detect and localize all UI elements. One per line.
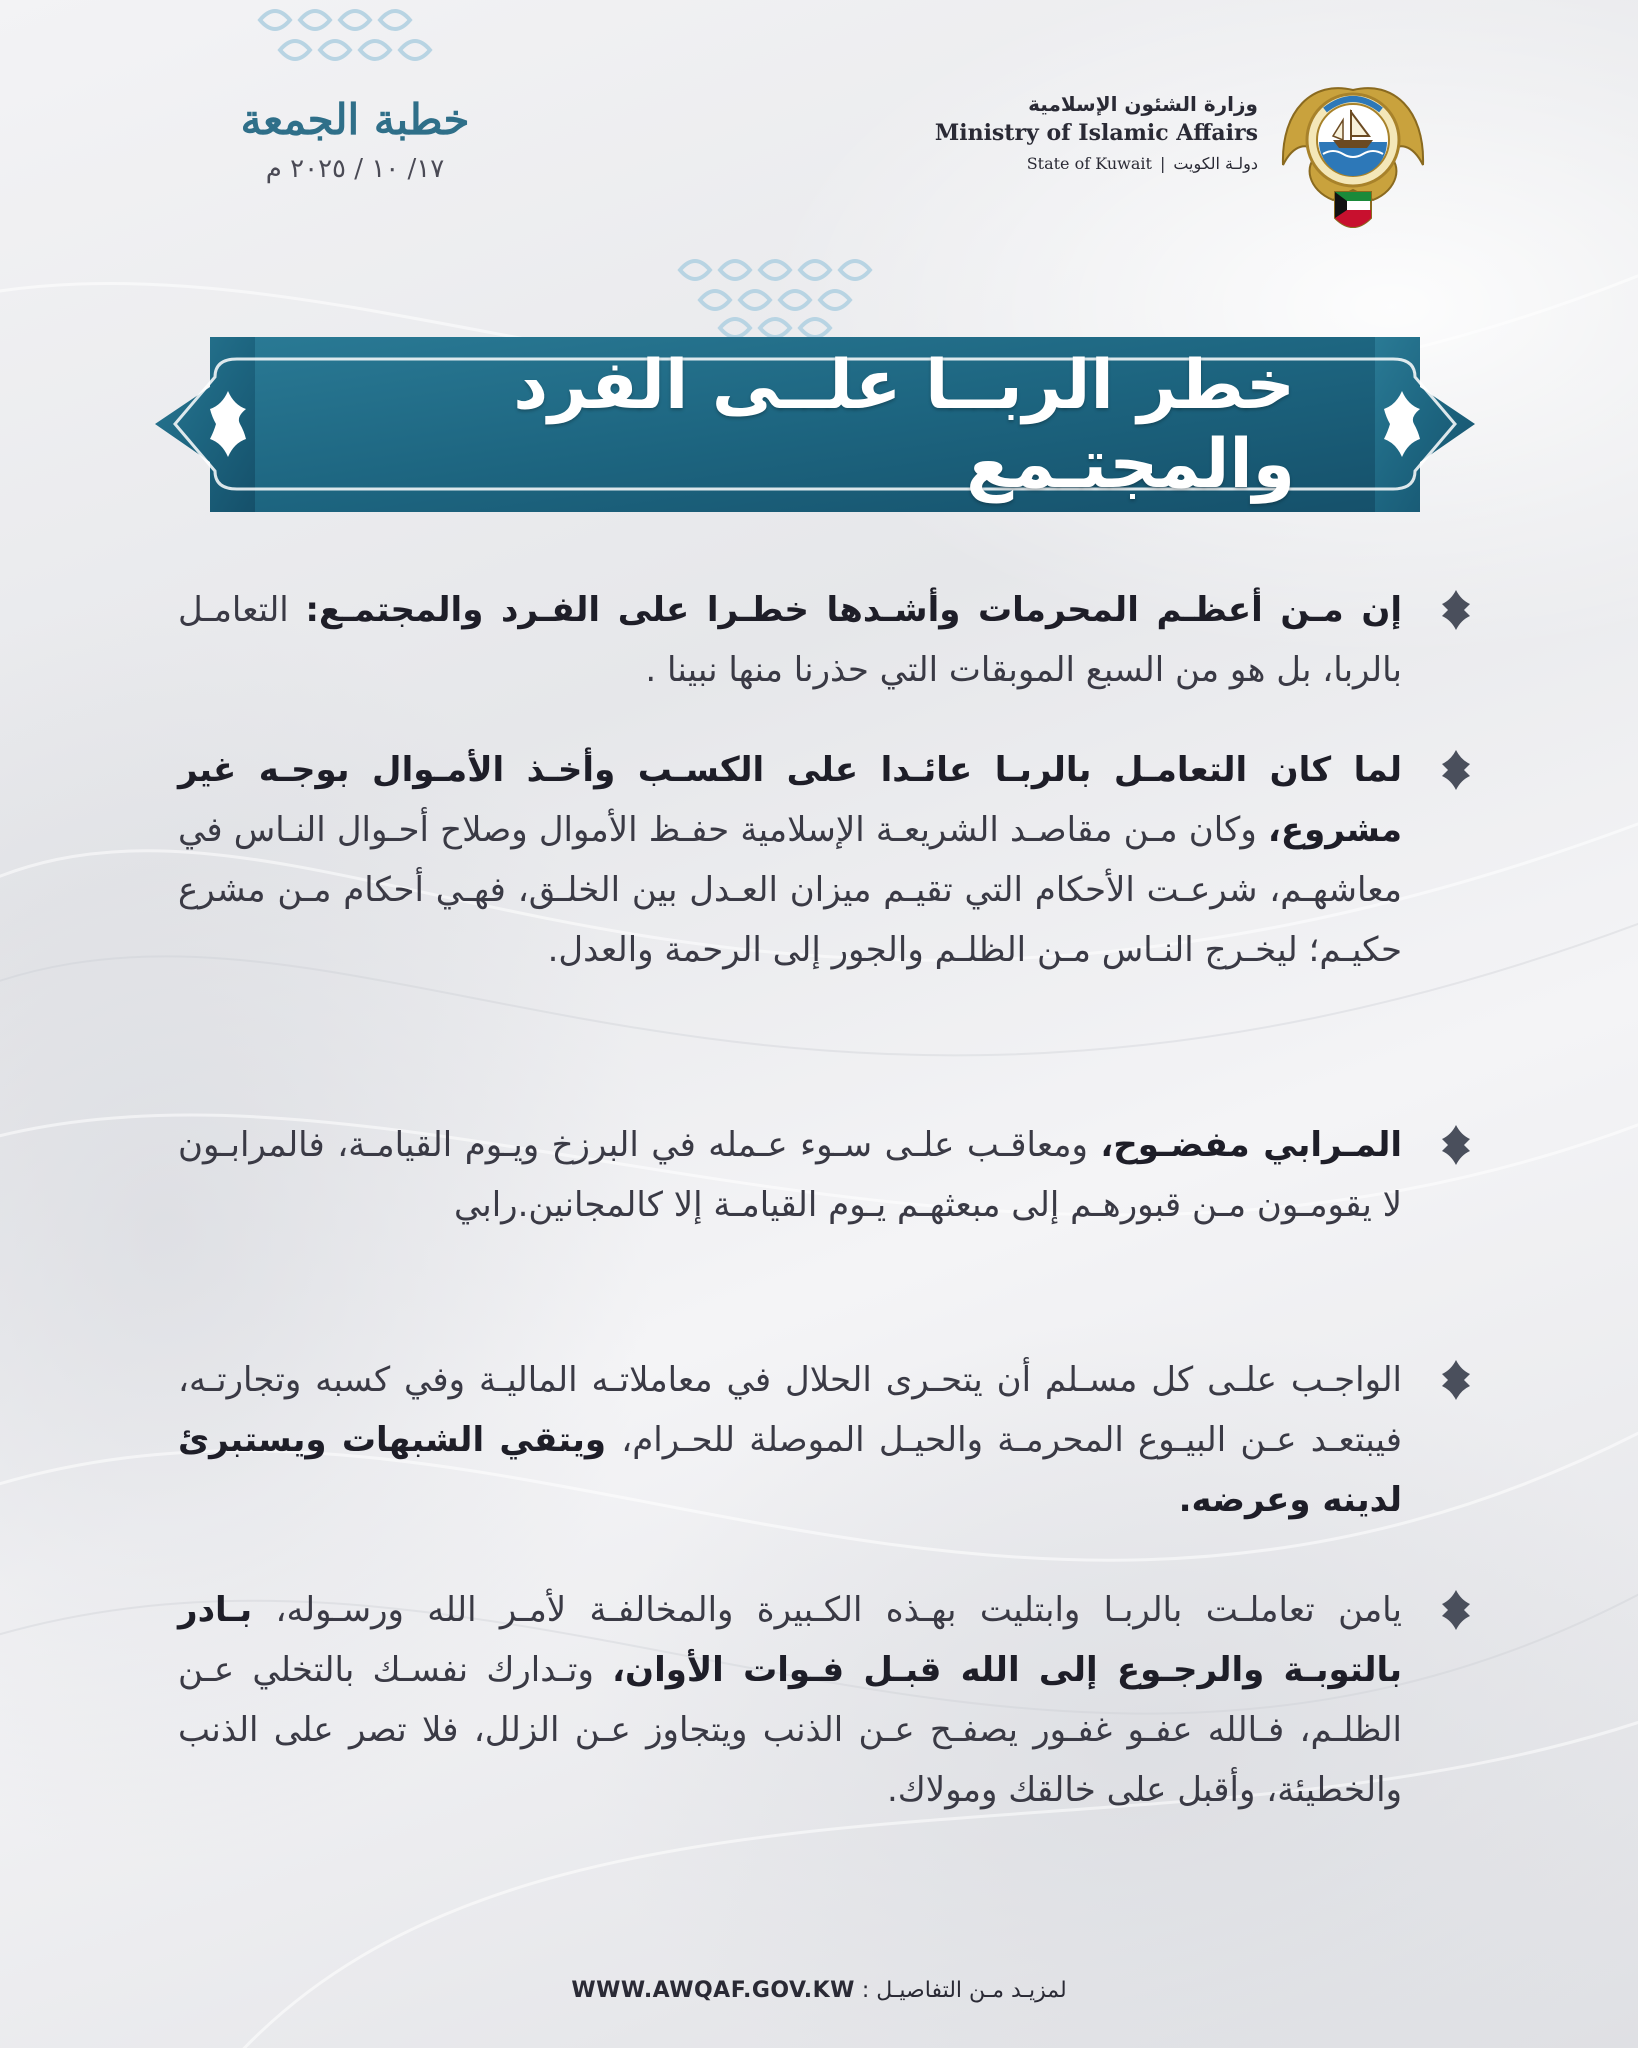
state-separator: | bbox=[1159, 154, 1166, 173]
point-3-text bbox=[178, 1115, 1402, 1235]
footer-label: لمزيـد مـن التفاصيـل : bbox=[861, 1978, 1067, 2003]
kuwait-emblem-icon bbox=[1273, 70, 1433, 240]
ministry-block bbox=[935, 92, 1258, 173]
point-2-text bbox=[178, 740, 1402, 980]
banner-ornament-left bbox=[193, 389, 263, 459]
lattice-ornament-top bbox=[250, 0, 450, 70]
diamond-bullet-icon bbox=[1434, 588, 1478, 632]
point-5 bbox=[178, 1580, 1478, 1820]
title-banner bbox=[155, 337, 1475, 512]
point-4-bold-end: ويتقي الشبهات ويستبرئ لدينه وعرضه. bbox=[178, 1420, 1402, 1520]
point-3-rest: ومعاقـب علـى سـوء عـمله في البرزخ ويـوم القيامـة، فالمرابـون لا يقومـون مـن قبورهـم إلى مبعثهـم يـوم القيامـة إلا كالمجانين.رابي bbox=[178, 1125, 1402, 1225]
state-line bbox=[935, 154, 1258, 173]
diamond-bullet-icon bbox=[1434, 1588, 1478, 1632]
state-name-en: State of Kuwait bbox=[1026, 154, 1152, 173]
diamond-bullet-icon bbox=[1434, 1123, 1478, 1167]
diamond-bullet-icon bbox=[1434, 748, 1478, 792]
ministry-name-en: Ministry of Islamic Affairs bbox=[934, 120, 1258, 146]
footer bbox=[0, 1978, 1638, 2003]
point-3-bold: المـرابي مفضـوح، bbox=[1100, 1125, 1402, 1165]
point-4 bbox=[178, 1350, 1478, 1530]
point-4-text bbox=[178, 1350, 1402, 1530]
point-1-rest: التعامـل بالربا، بل هو من السبع الموبقات التي حذرنا منها نبينا . bbox=[178, 590, 1402, 690]
point-5-bold-mid: بـادر بالتوبـة والرجـوع إلى الله قبـل فـوات الأوان، bbox=[178, 1590, 1403, 1690]
point-4-rest: الواجـب علـى كل مسـلم أن يتحـرى الحلال في معاملاتـه الماليـة وفي كسبه وتجارتـه، فيبتعـد عـن البيـوع المحرمـة والحيـل الموصلة للحـرام، bbox=[178, 1360, 1402, 1460]
point-1-bold: إن مـن أعظـم المحرمات وأشـدها خطـرا على الفـرد والمجتمـع: bbox=[305, 590, 1402, 630]
sermon-date: ١٧/ ١٠ / ٢٠٢٥ م bbox=[265, 154, 445, 184]
state-name-ar: دولـة الكويت bbox=[1173, 154, 1258, 173]
point-2-rest: وكان مـن مقاصـد الشريعـة الإسلامية حفـظ الأموال وصلاح أحـوال النـاس في معاشهـم، شرعـت الأحكام التي تقيـم ميزان العـدل بين الخلـق، فهـي أحكام مـن مشرع حكيـم؛ ليخـرج النـاس مـن الظلـم والجور إلى الرحمة والعدل. bbox=[178, 810, 1402, 970]
diamond-bullet-icon bbox=[1434, 1358, 1478, 1402]
point-1 bbox=[178, 580, 1478, 700]
ministry-name-ar: وزارة الشئون الإسلامية bbox=[1028, 92, 1258, 116]
point-5-rest-end: وتـدارك نفسـك بالتخلي عـن الظلـم، فـالله عفـو غفـور يصفـح عـن الذنب ويتجاوز عـن الزلل، فلا تصر على الذنب والخطيئة، وأقبل على خالقك ومولاك. bbox=[178, 1650, 1402, 1810]
sermon-date-block bbox=[205, 95, 505, 184]
banner-ornament-right bbox=[1367, 389, 1437, 459]
point-1-text bbox=[178, 580, 1402, 700]
point-3 bbox=[178, 1115, 1478, 1235]
point-2 bbox=[178, 740, 1478, 980]
lattice-ornament-center bbox=[660, 240, 900, 340]
point-5-rest: يامن تعاملـت بالربـا وابتليت بهـذه الكـبيرة والمخالفـة لأمـر الله ورسـوله، bbox=[252, 1590, 1402, 1630]
banner-title: خطر الربــا علــى الفرد والمجتـمع bbox=[513, 345, 1295, 504]
point-2-bold: لما كان التعامـل بالربـا عائـدا على الكسـب وأخـذ الأمـوال بوجـه غير مشروع، bbox=[178, 750, 1402, 850]
point-5-text bbox=[178, 1580, 1402, 1820]
sermon-title: خطبة الجمعة bbox=[240, 95, 470, 144]
website-link[interactable]: WWW.AWQAF.GOV.KW bbox=[571, 1978, 855, 2003]
